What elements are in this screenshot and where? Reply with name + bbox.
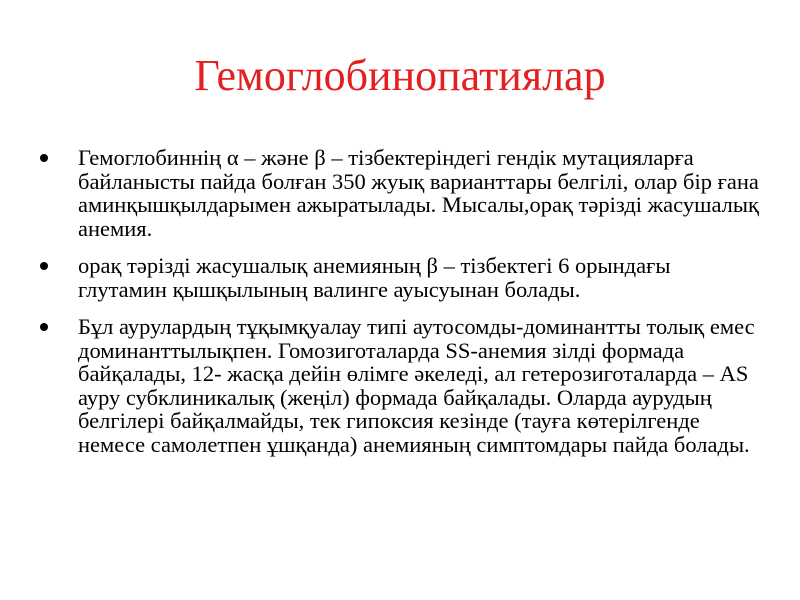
bullet-text: Бұл аурулардың тұқымқуалау типі аутосомды-доминантты толық емес доминанттылықпен. Гомозиготаларда SS-анемия зілді формада байқалады, 12- жасқа дейін өлімге әкеледі, ал гетерозиготаларда – AS ауру субклиникалық (жеңіл) формада байқалады. Оларда аурудың белгілері байқалмайды, тек гипоксия кезінде (тауға көтерілгенде немесе самолетпен ұшқанда) анемияның симптомдары пайда болады. [78, 314, 755, 457]
bullet-item [40, 315, 760, 456]
bullet-item [40, 254, 760, 301]
bullet-list [40, 146, 760, 470]
bullet-text: Гемоглобиннің α – және β – тізбектеріндегі гендік мутацияларға байланысты пайда болған 350 жуық варианттары белгілі, олар бір ғана аминқышқылдарымен ажыратылады. Мысалы,орақ тәрізді жасушалық анемия. [78, 145, 759, 241]
bullet-dot-icon [40, 262, 48, 270]
bullet-dot-icon [40, 323, 48, 331]
bullet-text: орақ тәрізді жасушалық анемияның β – тізбектегі 6 орындағы глутамин қышқылының валинге ауысуынан болады. [78, 253, 671, 302]
slide-title: Гемоглобинопатиялар [194, 51, 606, 100]
bullet-item [40, 146, 760, 240]
bullet-dot-icon [40, 154, 48, 162]
